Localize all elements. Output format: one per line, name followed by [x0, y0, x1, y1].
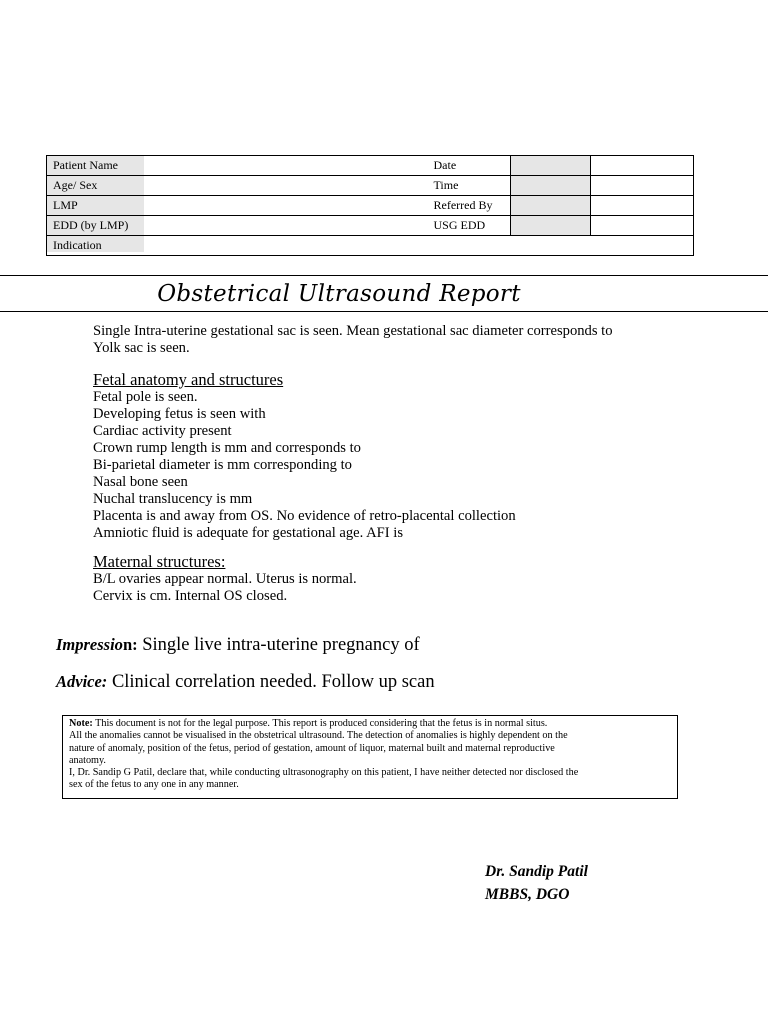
usg-edd-label: USG EDD — [428, 216, 511, 236]
doctor-qualification: MBBS, DGO — [485, 886, 570, 903]
patient-name-label: Patient Name — [47, 156, 145, 176]
impression-label: Impressio — [56, 635, 123, 654]
fetal-line: Placenta is and away from OS. No evidence of retro-placental collection — [93, 508, 516, 524]
maternal-section — [93, 553, 357, 605]
usg-edd-label-shade — [511, 216, 591, 236]
table-row — [47, 196, 694, 216]
edd-lmp-value[interactable] — [145, 216, 428, 236]
age-sex-value[interactable] — [145, 176, 428, 196]
patient-info-table — [46, 155, 694, 256]
fetal-line: Cardiac activity present — [93, 423, 232, 439]
intro-block — [93, 323, 613, 357]
fetal-line: Crown rump length is mm and corresponds to — [93, 440, 361, 456]
fetal-line: Developing fetus is seen with — [93, 406, 266, 422]
indication-value[interactable] — [145, 236, 694, 256]
note-text: anatomy. — [69, 754, 106, 766]
referred-by-value[interactable] — [591, 196, 694, 216]
note-text: nature of anomaly, position of the fetus, period of gestation, amount of liquor, maternal built and maternal reproductive — [69, 742, 555, 754]
fetal-anatomy-section — [93, 371, 516, 542]
maternal-line: Cervix is cm. Internal OS closed. — [93, 588, 288, 604]
doctor-name: Dr. Sandip Patil — [485, 863, 588, 880]
time-label-shade — [511, 176, 591, 196]
date-label: Date — [428, 156, 511, 176]
time-value[interactable] — [591, 176, 694, 196]
referred-by-label: Referred By — [428, 196, 511, 216]
indication-label: Indication — [47, 236, 145, 256]
table-row — [47, 156, 694, 176]
signature-block — [485, 860, 588, 906]
lmp-value[interactable] — [145, 196, 428, 216]
date-label-shade — [511, 156, 591, 176]
maternal-heading: Maternal structures: — [93, 552, 226, 571]
note-text: All the anomalies cannot be visualised in the obstetrical ultrasound. The detection of anomalies is highly dependent on the — [69, 730, 568, 742]
lmp-label: LMP — [47, 196, 145, 216]
maternal-line: B/L ovaries appear normal. Uterus is normal. — [93, 571, 357, 587]
report-title-band — [0, 275, 768, 312]
note-text: sex of the fetus to any one in any manner. — [69, 779, 239, 791]
table-row — [47, 176, 694, 196]
note-label: Note: — [69, 718, 93, 729]
date-value[interactable] — [591, 156, 694, 176]
intro-line: Yolk sac is seen. — [93, 340, 190, 356]
table-row — [47, 216, 694, 236]
age-sex-label: Age/ Sex — [47, 176, 145, 196]
referred-by-label-shade — [511, 196, 591, 216]
impression-text: Single live intra-uterine pregnancy of — [137, 635, 420, 655]
fetal-line: Nuchal translucency is mm — [93, 491, 253, 507]
fetal-line: Fetal pole is seen. — [93, 389, 198, 405]
patient-name-value[interactable] — [145, 156, 428, 176]
fetal-line: Amniotic fluid is adequate for gestational age. AFI is — [93, 525, 404, 541]
intro-line: Single Intra-uterine gestational sac is seen. Mean gestational sac diameter corresponds to — [93, 323, 613, 339]
usg-edd-value[interactable] — [591, 216, 694, 236]
fetal-line: Bi-parietal diameter is mm corresponding to — [93, 457, 352, 473]
fetal-line: Nasal bone seen — [93, 474, 188, 490]
page-title: Obstetrical Ultrasound Report — [157, 280, 521, 307]
note-text: I, Dr. Sandip G Patil, declare that, while conducting ultrasonography on this patient, I have neither detected nor disclosed the — [69, 767, 579, 779]
note-text: This document is not for the legal purpose. This report is produced considering that the fetus is in normal situs. — [92, 718, 548, 729]
advice-text: Clinical correlation needed. Follow up scan — [107, 672, 435, 692]
impression-label-tail: n: — [122, 635, 138, 654]
fetal-anatomy-heading: Fetal anatomy and structures — [93, 370, 284, 389]
edd-lmp-label: EDD (by LMP) — [47, 216, 145, 236]
table-row — [47, 236, 694, 256]
disclaimer-note — [62, 715, 678, 799]
impression-line — [56, 635, 420, 656]
time-label: Time — [428, 176, 511, 196]
advice-line — [56, 672, 435, 693]
advice-label: Advice: — [56, 672, 108, 691]
